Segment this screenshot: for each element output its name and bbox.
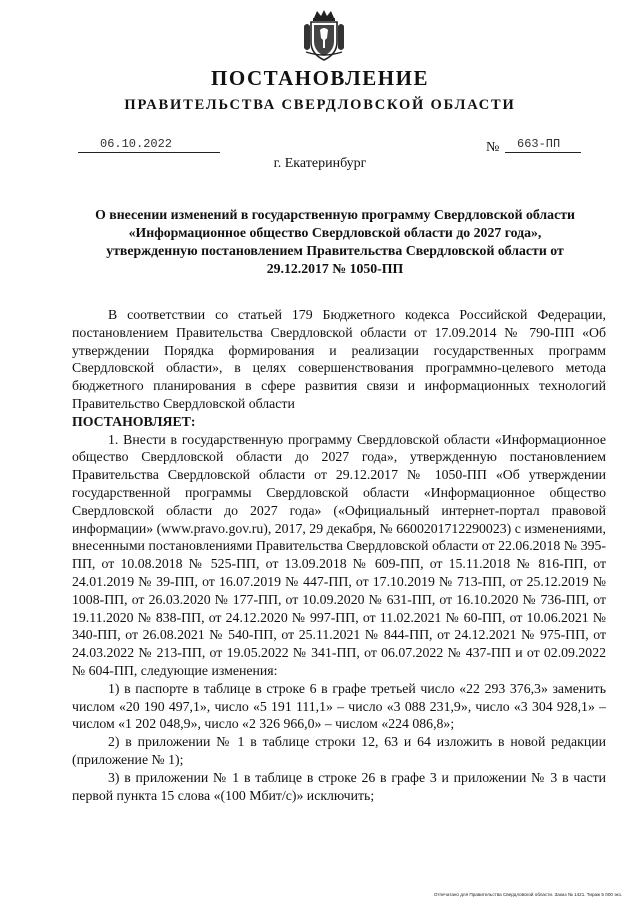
document-heading: О внесении изменений в государственную программу Свердловской области «Информационное общество Свердловской области до 2027 года», утвержденную постановлением Правительства Свердловской области от 29.12.2017 № 1050-ПП [95, 207, 575, 276]
subitem-3-paragraph: 3) в приложении № 1 в таблице в строке 26 в графе 3 и приложении № 3 в части первой пункта 15 слова «(100 Мбит/с)» исключить; [72, 769, 606, 803]
intro-paragraph: В соответствии со статьей 179 Бюджетного кодекса Российской Федерации, постановлением Правительства Свердловской области от 17.09.2014 № 790-ПП «Об утверждении Порядка формирования и реализации государственных программ Свердловской области», в целях совершенствования программно-целевого метода бюджетного планирования в сфере развития связи и информационных технологий Правительство Свердловской области [72, 307, 606, 411]
subitem-2-paragraph: 2) в приложении № 1 в таблице строки 12, 63 и 64 изложить в новой редакции (приложение № 1); [72, 734, 606, 767]
subitem-1-paragraph: 1) в паспорте в таблице в строке 6 в графе третьей число «22 293 376,3» заменить числом «20 190 497,1», число «5 191 111,1» – число «3 088 231,9», число «3 304 928,1» – числом «1 202 048,9», число «2 326 966,0» – числом «224 086,8»; [72, 680, 606, 732]
decree-word: ПОСТАНОВЛЯЕТ: [72, 413, 196, 429]
document-subtitle: ПРАВИТЕЛЬСТВА СВЕРДЛОВСКОЙ ОБЛАСТИ [124, 97, 516, 113]
document-city: г. Екатеринбург [273, 156, 367, 171]
print-footer: Отпечатано для Правительства Свердловской области. Заказ № 1421. Тираж 5 000 экз. [433, 892, 622, 897]
item-1-paragraph: 1. Внести в государственную программу Свердловской области «Информационное общество Свердловской области до 2027 года», утвержденную постановлением Правительства Свердловской области от 29.12.2017 № 1050-ПП «Об утверждении государственной программы Свердловской области «Информационное общество Свердловской области до 2027 года» («Официальный интернет-портал правовой информации» (www.pravo.gov.ru), 2017, 29 декабря, № 6600201712290023) с изменениями, внесенными постановлениями Правительства Свердловской области от 22.06.2018 № 395-ПП, от 10.08.2018 № 525-ПП, от 13.09.2018 № 609-ПП, от 15.11.2018 № 816-ПП, от 24.01.2019 № 39-ПП, от 16.07.2019 № 447-ПП, от 17.10.2019 № 713-ПП, от 25.12.2019 № 1008-ПП, от 26.03.2020 № 177-ПП, от 10.09.2020 № 631-ПП, от 16.10.2020 № 736-ПП, от 19.11.2020 № 838-ПП, от 24.12.2020 № 997-ПП, от 11.02.2021 № 60-ПП, от 10.06.2021 № 340-ПП, от 26.08.2021 № 540-ПП, от 25.11.2021 № 844-ПП, от 24.12.2021 № 975-ПП, от 24.03.2022 № 213-ПП, от 19.05.2022 № 341-ПП, от 06.07.2022 № 437-ПП и от 02.09.2022 № 604-ПП, следующие изменения: [72, 431, 606, 678]
coat-of-arms-icon [302, 8, 346, 62]
document-body [72, 306, 606, 804]
document-title: ПОСТАНОВЛЕНИЕ [211, 66, 429, 90]
number-sign: № [486, 140, 500, 155]
document-date: 06.10.2022 [78, 136, 220, 153]
document-number: 663-ПП [505, 136, 581, 153]
